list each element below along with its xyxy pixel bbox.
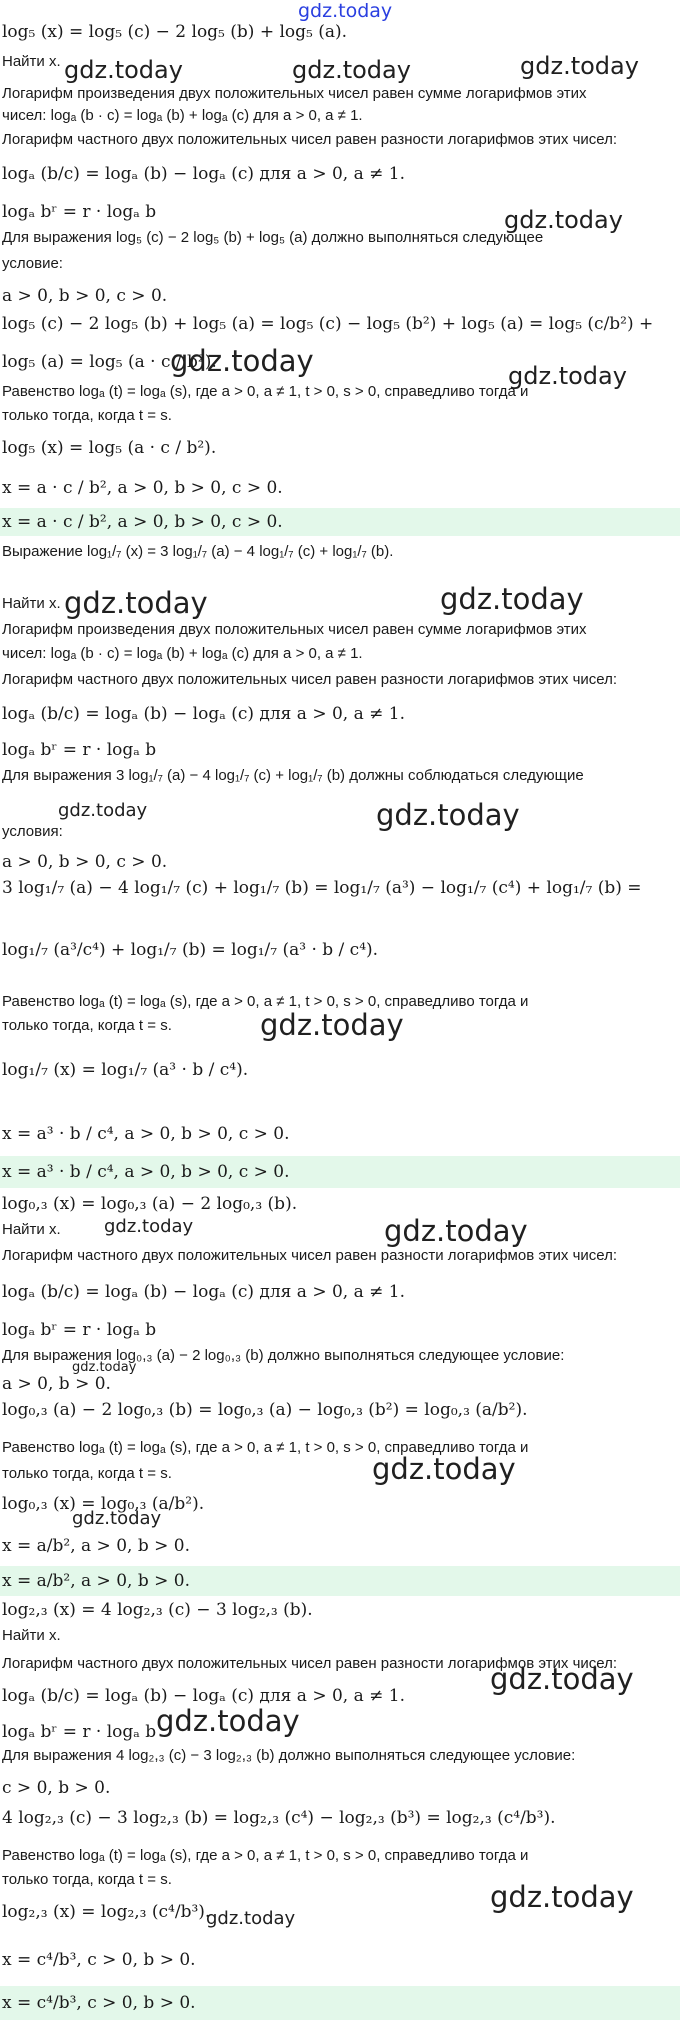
line-54: c > 0, b > 0. — [2, 1778, 111, 1798]
line-24: logₐ bʳ = r · logₐ b — [2, 740, 157, 760]
line-30: Равенство logₐ (t) = logₐ (s), где a > 0, a ≠ 1, t > 0, s > 0, справедливо тогда и — [2, 993, 529, 1010]
answer-line-3: x = a/b², a > 0, b > 0. — [0, 1566, 680, 1596]
line-44: только тогда, когда t = s. — [2, 1465, 172, 1482]
line-48: log₂,₃ (x) = 4 log₂,₃ (c) − 3 log₂,₃ (b). — [2, 1600, 313, 1620]
watermark: gdz.today — [104, 1216, 194, 1237]
watermark: gdz.today — [376, 798, 520, 832]
watermark: gdz.today — [508, 362, 627, 390]
line-13: Равенство logₐ (t) = logₐ (s), где a > 0, a ≠ 1, t > 0, s > 0, справедливо тогда и — [2, 383, 529, 400]
watermark: gdz.today — [504, 206, 623, 234]
line-41: a > 0, b > 0. — [2, 1374, 111, 1394]
line-16: x = a · c / b², a > 0, b > 0, c > 0. — [2, 478, 283, 498]
watermark: gdz.today — [206, 1908, 296, 1929]
line-27: a > 0, b > 0, c > 0. — [2, 852, 168, 872]
watermark: gdz.today — [156, 1704, 300, 1738]
watermark: gdz.today — [490, 1662, 634, 1696]
line-45: log₀,₃ (x) = log₀,₃ (a/b²). — [2, 1494, 205, 1514]
line-25: Для выражения 3 log₁/₇ (a) − 4 log₁/₇ (c) + log₁/₇ (b) должны соблюдаться следующие — [2, 767, 584, 784]
watermark: gdz.today — [72, 1508, 162, 1529]
line-6: logₐ (b/c) = logₐ (b) − logₐ (c) для a > 0, a ≠ 1. — [2, 164, 405, 184]
watermark: gdz.today — [292, 56, 411, 84]
line-23: logₐ (b/c) = logₐ (b) − logₐ (c) для a > 0, a ≠ 1. — [2, 704, 405, 724]
watermark: gdz.today — [64, 56, 183, 84]
line-50: Логарифм частного двух положительных чисел равен разности логарифмов этих чисел: — [2, 1655, 618, 1672]
answer-line-2: x = a³ · b / c⁴, a > 0, b > 0, c > 0. — [0, 1156, 680, 1188]
line-14: только тогда, когда t = s. — [2, 407, 172, 424]
line-33: x = a³ · b / c⁴, a > 0, b > 0, c > 0. — [2, 1124, 290, 1144]
line-35: log₀,₃ (x) = log₀,₃ (a) − 2 log₀,₃ (b). — [2, 1194, 298, 1214]
line-40: Для выражения log₀,₃ (a) − 2 log₀,₃ (b) должно выполняться следующее условие: — [2, 1347, 565, 1364]
line-55: 4 log₂,₃ (c) − 3 log₂,₃ (b) = log₂,₃ (c⁴) − log₂,₃ (b³) = log₂,₃ (c⁴/b³). — [2, 1808, 556, 1828]
line-11: log₅ (c) − 2 log₅ (b) + log₅ (a) = log₅ (c) − log₅ (b²) + log₅ (a) = log₅ (c/b²) + — [2, 314, 654, 334]
line-28: 3 log₁/₇ (a) − 4 log₁/₇ (c) + log₁/₇ (b) = log₁/₇ (a³) − log₁/₇ (c⁴) + log₁/₇ (b) = — [2, 878, 642, 898]
watermark-top: gdz.today — [298, 0, 393, 22]
watermark: gdz.today — [260, 1008, 404, 1042]
line-43: Равенство logₐ (t) = logₐ (s), где a > 0, a ≠ 1, t > 0, s > 0, справедливо тогда и — [2, 1439, 529, 1456]
watermark: gdz.today — [490, 1880, 634, 1914]
line-12: log₅ (a) = log₅ (a · c / b²). — [2, 352, 217, 372]
line-56: Равенство logₐ (t) = logₐ (s), где a > 0, a ≠ 1, t > 0, s > 0, справедливо тогда и — [2, 1847, 529, 1864]
watermark: gdz.today — [384, 1214, 528, 1248]
line-21: чисел: logₐ (b · c) = logₐ (b) + logₐ (c) для a > 0, a ≠ 1. — [2, 645, 363, 662]
watermark: gdz.today — [64, 586, 208, 620]
line-51: logₐ (b/c) = logₐ (b) − logₐ (c) для a > 0, a ≠ 1. — [2, 1686, 405, 1706]
watermark: gdz.today — [72, 1360, 137, 1375]
line-19: Найти x. — [2, 595, 61, 612]
line-59: x = c⁴/b³, c > 0, b > 0. — [2, 1950, 196, 1970]
line-38: logₐ (b/c) = logₐ (b) − logₐ (c) для a > 0, a ≠ 1. — [2, 1282, 405, 1302]
line-3: Логарифм произведения двух положительных чисел равен сумме логарифмов этих — [2, 85, 587, 102]
line-1: log₅ (x) = log₅ (c) − 2 log₅ (b) + log₅ (a). — [2, 22, 348, 42]
line-9: условие: — [2, 255, 63, 272]
line-4: чисел: logₐ (b · c) = logₐ (b) + logₐ (c) для a > 0, a ≠ 1. — [2, 107, 363, 124]
line-49: Найти x. — [2, 1627, 61, 1644]
watermark: gdz.today — [58, 800, 148, 821]
line-15: log₅ (x) = log₅ (a · c / b²). — [2, 438, 217, 458]
line-10: a > 0, b > 0, c > 0. — [2, 286, 168, 306]
answer-line-1: x = a · c / b², a > 0, b > 0, c > 0. — [0, 508, 680, 536]
line-32: log₁/₇ (x) = log₁/₇ (a³ · b / c⁴). — [2, 1060, 249, 1080]
line-42: log₀,₃ (a) − 2 log₀,₃ (b) = log₀,₃ (a) − log₀,₃ (b²) = log₀,₃ (a/b²). — [2, 1400, 528, 1420]
answer-line-4: x = c⁴/b³, c > 0, b > 0. — [0, 1986, 680, 2020]
line-5: Логарифм частного двух положительных чисел равен разности логарифмов этих чисел: — [2, 131, 618, 148]
line-18: Выражение log₁/₇ (x) = 3 log₁/₇ (a) − 4 log₁/₇ (c) + log₁/₇ (b). — [2, 543, 394, 560]
line-7: logₐ bʳ = r · logₐ b — [2, 202, 157, 222]
watermark: gdz.today — [170, 344, 314, 378]
line-37: Логарифм частного двух положительных чисел равен разности логарифмов этих чисел: — [2, 1247, 618, 1264]
watermark: gdz.today — [372, 1452, 516, 1486]
line-52: logₐ bʳ = r · logₐ b — [2, 1722, 157, 1742]
line-57: только тогда, когда t = s. — [2, 1871, 172, 1888]
line-8: Для выражения log₅ (c) − 2 log₅ (b) + log₅ (a) должно выполняться следующее — [2, 229, 544, 246]
line-29: log₁/₇ (a³/c⁴) + log₁/₇ (b) = log₁/₇ (a³ · b / c⁴). — [2, 940, 379, 960]
line-2: Найти x. — [2, 53, 61, 70]
watermark: gdz.today — [520, 52, 639, 80]
line-26: условия: — [2, 823, 63, 840]
line-20: Логарифм произведения двух положительных чисел равен сумме логарифмов этих — [2, 621, 587, 638]
line-31: только тогда, когда t = s. — [2, 1017, 172, 1034]
line-39: logₐ bʳ = r · logₐ b — [2, 1320, 157, 1340]
line-58: log₂,₃ (x) = log₂,₃ (c⁴/b³). — [2, 1902, 211, 1922]
line-36: Найти x. — [2, 1221, 61, 1238]
line-22: Логарифм частного двух положительных чисел равен разности логарифмов этих чисел: — [2, 671, 618, 688]
watermark: gdz.today — [440, 582, 584, 616]
line-46: x = a/b², a > 0, b > 0. — [2, 1536, 190, 1556]
line-53: Для выражения 4 log₂,₃ (c) − 3 log₂,₃ (b) должно выполняться следующее условие: — [2, 1747, 576, 1764]
